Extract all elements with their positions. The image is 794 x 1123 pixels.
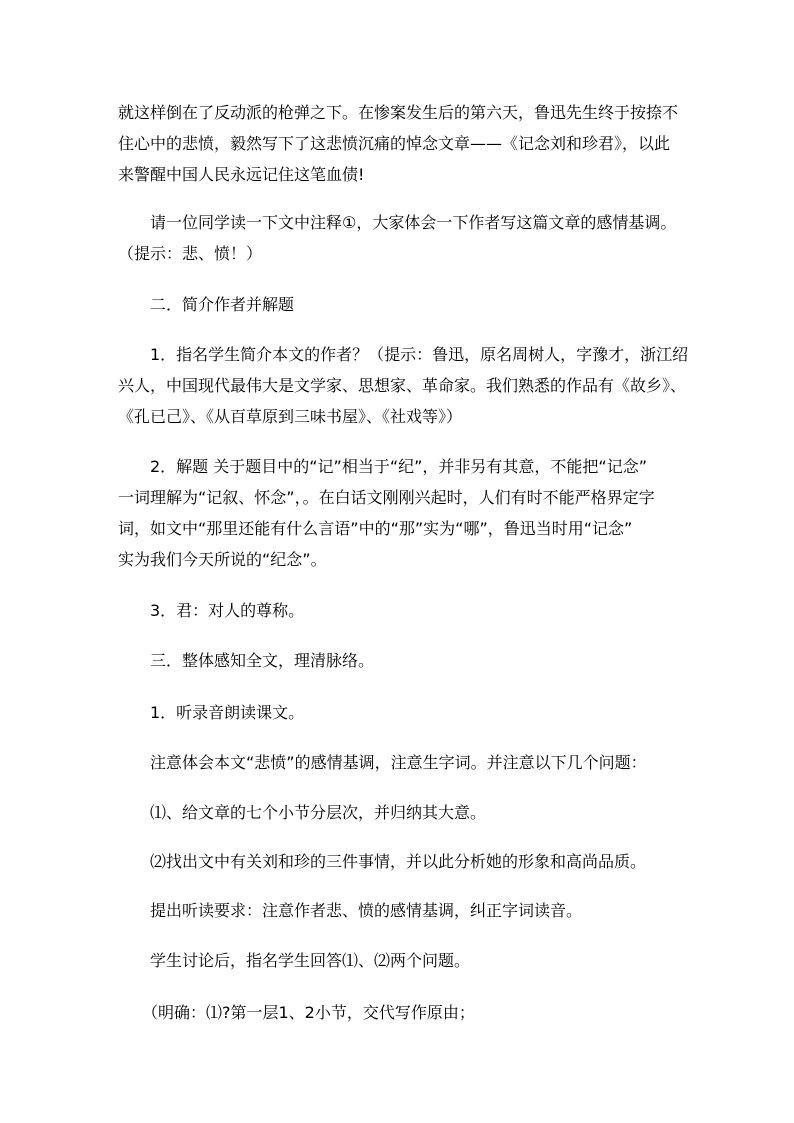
text-line: ⑴、给文章的七个小节分层次，并归纳其大意。: [118, 803, 487, 822]
section-heading-2: [118, 289, 678, 320]
text-line: 住心中的悲愤，毅然写下了这悲愤沉痛的悼念文章——《记念刘和珍君》，以此: [118, 134, 671, 153]
text-line: （明确：⑴?第一层1、2小节，交代写作原由；: [118, 1003, 475, 1022]
paragraph-discussion: [118, 945, 678, 976]
section-heading-3: [118, 645, 678, 676]
text-line: ⑵找出文中有关刘和珍的三件事情，并以此分析她的形象和高尚品质。: [118, 852, 647, 871]
text-line: 3．君：对人的尊称。: [118, 601, 305, 620]
paragraph-question-1: [118, 797, 678, 828]
text-line: （提示：悲、愤！）: [118, 244, 263, 263]
paragraph-requirements: [118, 895, 678, 926]
paragraph-attention: [118, 747, 678, 778]
text-line: 三．整体感知全文，理清脉络。: [118, 651, 375, 670]
text-line: 1．指名学生简介本文的作者？（提示：鲁迅，原名周树人，字豫才，浙江绍: [118, 345, 689, 364]
text-line: 《孔已己》、《从百草原到三味书屋》、《社戏等》）: [118, 407, 463, 426]
text-line: 实为我们今天所说的“纪念”。: [118, 550, 327, 569]
text-line: 提出听读要求：注意作者悲、愤的感情基调，纠正字词读音。: [118, 901, 583, 920]
text-line: 1．听录音朗读课文。: [118, 703, 305, 722]
paragraph-author: [118, 339, 689, 432]
text-line: 一词理解为“记叙、怀念”，。在白话文刚刚兴起时，人们有时不能严格界定字: [118, 488, 655, 507]
text-line: 学生讨论后，指名学生回答⑴、⑵两个问题。: [118, 951, 471, 970]
paragraph-title-explanation: [118, 451, 678, 575]
paragraph-2: [118, 207, 678, 269]
paragraph-answer: [118, 997, 678, 1028]
text-line: 注意体会本文“悲愤”的感情基调，注意生字词。并注意以下几个问题：: [118, 753, 647, 772]
paragraph-question-2: [118, 846, 678, 877]
paragraph-1: [118, 97, 678, 190]
text-line: 请一位同学读一下文中注释①，大家体会一下作者写这篇文章的感情基调。: [118, 213, 677, 232]
text-line: 就这样倒在了反动派的枪弹之下。在惨案发生后的第六天，鲁迅先生终于按捺不: [118, 103, 679, 122]
text-line: 来警醒中国人民永远记住这笔血债!: [118, 165, 365, 184]
text-line: 兴人，中国现代最伟大是文学家、思想家、革命家。我们熟悉的作品有《故乡》、: [118, 376, 687, 395]
text-line: 2．解题 关于题目中的“记”相当于“纪”，并非另有其意，不能把“记念”: [118, 457, 648, 476]
paragraph-listen: [118, 697, 678, 728]
text-line: 词，如文中“那里还能有什么言语”中的“那”实为“哪”，鲁迅当时用“记念”: [118, 519, 633, 538]
paragraph-jun: [118, 595, 678, 626]
text-line: 二．简介作者并解题: [118, 295, 295, 314]
